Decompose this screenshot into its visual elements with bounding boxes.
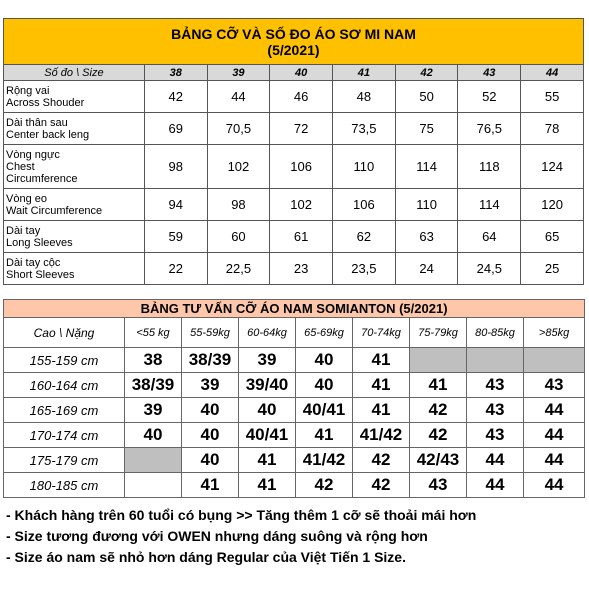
- measurement-value: 48: [333, 81, 396, 113]
- note-item: - Khách hàng trên 60 tuổi có bụng >> Tăng thêm 1 cỡ sẽ thoải mái hơn: [6, 507, 477, 523]
- measurement-value: 118: [458, 145, 521, 189]
- size-measurement-table: [3, 18, 584, 285]
- advice-row: [4, 423, 585, 448]
- size-header-cell: 39: [207, 65, 270, 81]
- recommended-size-cell: 41: [353, 398, 410, 423]
- recommended-size-cell: 41/42: [353, 423, 410, 448]
- measurement-value: 73,5: [333, 113, 396, 145]
- weight-header-cell: 60-64kg: [239, 318, 296, 348]
- recommended-size-cell: 43: [467, 423, 524, 448]
- measurement-value: 110: [395, 189, 458, 221]
- measurement-value: 25: [521, 253, 584, 285]
- recommended-size-cell: 38/39: [182, 348, 239, 373]
- measurement-value: 59: [144, 221, 207, 253]
- measurement-value: 24,5: [458, 253, 521, 285]
- recommended-size-cell: 43: [410, 473, 467, 498]
- height-label: 170-174 cm: [4, 423, 125, 448]
- measurement-value: 65: [521, 221, 584, 253]
- recommended-size-cell: 41/42: [296, 448, 353, 473]
- empty-size-cell: [410, 348, 467, 373]
- height-label: 165-169 cm: [4, 398, 125, 423]
- recommended-size-cell: 40: [182, 398, 239, 423]
- height-label: 155-159 cm: [4, 348, 125, 373]
- weight-header-cell: >85kg: [524, 318, 585, 348]
- size-table-title: [4, 19, 584, 65]
- recommended-size-cell: 41: [239, 473, 296, 498]
- advice-row: [4, 348, 585, 373]
- measurement-value: 106: [270, 145, 333, 189]
- empty-size-cell: [125, 448, 182, 473]
- measurement-value: 102: [207, 145, 270, 189]
- size-header-label: Số đo \ Size: [4, 65, 145, 81]
- measurement-value: 69: [144, 113, 207, 145]
- measurement-value: 64: [458, 221, 521, 253]
- recommended-size-cell: [125, 473, 182, 498]
- measurement-value: 124: [521, 145, 584, 189]
- measurement-label: Dài tay cộc Short Sleeves: [4, 253, 145, 285]
- recommended-size-cell: 40: [239, 398, 296, 423]
- note-item: - Size áo nam sẽ nhỏ hơn dáng Regular của Việt Tiến 1 Size.: [6, 549, 406, 565]
- recommended-size-cell: 42/43: [410, 448, 467, 473]
- measurement-value: 76,5: [458, 113, 521, 145]
- measurement-value: 102: [270, 189, 333, 221]
- measurement-value: 120: [521, 189, 584, 221]
- recommended-size-cell: 42: [296, 473, 353, 498]
- measurement-row: [4, 81, 584, 113]
- measurement-label: Vòng ngực Chest Circumference: [4, 145, 145, 189]
- measurement-value: 98: [207, 189, 270, 221]
- measurement-value: 98: [144, 145, 207, 189]
- measurement-value: 62: [333, 221, 396, 253]
- weight-header-cell: 55-59kg: [182, 318, 239, 348]
- recommended-size-cell: 44: [524, 423, 585, 448]
- measurement-value: 23: [270, 253, 333, 285]
- recommended-size-cell: 44: [524, 473, 585, 498]
- recommended-size-cell: 40/41: [296, 398, 353, 423]
- advice-row: [4, 448, 585, 473]
- size-table-title-line1: BẢNG CỠ VÀ SỐ ĐO ÁO SƠ MI NAM: [171, 25, 416, 42]
- size-header-cell: 38: [144, 65, 207, 81]
- empty-size-cell: [467, 348, 524, 373]
- measurement-value: 75: [395, 113, 458, 145]
- measurement-label: Dài tay Long Sleeves: [4, 221, 145, 253]
- height-label: 160-164 cm: [4, 373, 125, 398]
- measurement-value: 78: [521, 113, 584, 145]
- note-item: - Size tương đương với OWEN nhưng dáng suông và rộng hơn: [6, 528, 428, 544]
- recommended-size-cell: 40: [182, 423, 239, 448]
- recommended-size-cell: 42: [410, 398, 467, 423]
- measurement-value: 114: [395, 145, 458, 189]
- measurement-value: 55: [521, 81, 584, 113]
- recommended-size-cell: 43: [467, 398, 524, 423]
- weight-header-cell: <55 kg: [125, 318, 182, 348]
- recommended-size-cell: 44: [524, 398, 585, 423]
- recommended-size-cell: 39/40: [239, 373, 296, 398]
- recommended-size-cell: 43: [467, 373, 524, 398]
- advice-header-label: Cao \ Nặng: [4, 318, 125, 348]
- measurement-value: 114: [458, 189, 521, 221]
- size-header-cell: 40: [270, 65, 333, 81]
- empty-size-cell: [524, 348, 585, 373]
- measurement-value: 60: [207, 221, 270, 253]
- weight-header-cell: 75-79kg: [410, 318, 467, 348]
- recommended-size-cell: 44: [467, 473, 524, 498]
- recommended-size-cell: 42: [353, 448, 410, 473]
- recommended-size-cell: 40/41: [239, 423, 296, 448]
- recommended-size-cell: 44: [524, 448, 585, 473]
- size-header-cell: 41: [333, 65, 396, 81]
- measurement-value: 23,5: [333, 253, 396, 285]
- measurement-value: 46: [270, 81, 333, 113]
- weight-header-cell: 70-74kg: [353, 318, 410, 348]
- recommended-size-cell: 41: [182, 473, 239, 498]
- measurement-value: 50: [395, 81, 458, 113]
- recommended-size-cell: 40: [125, 423, 182, 448]
- measurement-value: 94: [144, 189, 207, 221]
- recommended-size-cell: 39: [125, 398, 182, 423]
- size-advice-table: [3, 299, 585, 498]
- measurement-value: 70,5: [207, 113, 270, 145]
- recommended-size-cell: 44: [467, 448, 524, 473]
- weight-header-cell: 65-69kg: [296, 318, 353, 348]
- height-label: 180-185 cm: [4, 473, 125, 498]
- height-label: 175-179 cm: [4, 448, 125, 473]
- measurement-row: [4, 189, 584, 221]
- measurement-label: Vòng eo Wait Circumference: [4, 189, 145, 221]
- size-header-cell: 43: [458, 65, 521, 81]
- recommended-size-cell: 42: [353, 473, 410, 498]
- measurement-row: [4, 253, 584, 285]
- measurement-value: 44: [207, 81, 270, 113]
- measurement-value: 72: [270, 113, 333, 145]
- advice-row: [4, 373, 585, 398]
- measurement-label: Dài thân sau Center back leng: [4, 113, 145, 145]
- recommended-size-cell: 41: [296, 423, 353, 448]
- recommended-size-cell: 43: [524, 373, 585, 398]
- size-header-cell: 42: [395, 65, 458, 81]
- recommended-size-cell: 41: [353, 348, 410, 373]
- recommended-size-cell: 41: [239, 448, 296, 473]
- measurement-value: 61: [270, 221, 333, 253]
- measurement-value: 63: [395, 221, 458, 253]
- notes-list: [6, 505, 584, 568]
- recommended-size-cell: 41: [410, 373, 467, 398]
- measurement-value: 42: [144, 81, 207, 113]
- recommended-size-cell: 40: [296, 373, 353, 398]
- size-header-cell: 44: [521, 65, 584, 81]
- advice-row: [4, 473, 585, 498]
- measurement-value: 24: [395, 253, 458, 285]
- recommended-size-cell: 40: [182, 448, 239, 473]
- recommended-size-cell: 40: [296, 348, 353, 373]
- recommended-size-cell: 38: [125, 348, 182, 373]
- recommended-size-cell: 42: [410, 423, 467, 448]
- advice-row: [4, 398, 585, 423]
- measurement-value: 106: [333, 189, 396, 221]
- measurement-value: 22,5: [207, 253, 270, 285]
- measurement-label: Rộng vai Across Shouder: [4, 81, 145, 113]
- advice-table-title: BẢNG TƯ VẤN CỠ ÁO NAM SOMIANTON (5/2021): [4, 300, 585, 318]
- measurement-row: [4, 221, 584, 253]
- recommended-size-cell: 38/39: [125, 373, 182, 398]
- recommended-size-cell: 39: [239, 348, 296, 373]
- measurement-value: 110: [333, 145, 396, 189]
- recommended-size-cell: 41: [353, 373, 410, 398]
- measurement-row: [4, 145, 584, 189]
- measurement-value: 52: [458, 81, 521, 113]
- size-table-title-line2: (5/2021): [267, 41, 320, 58]
- measurement-row: [4, 113, 584, 145]
- recommended-size-cell: 39: [182, 373, 239, 398]
- measurement-value: 22: [144, 253, 207, 285]
- weight-header-cell: 80-85kg: [467, 318, 524, 348]
